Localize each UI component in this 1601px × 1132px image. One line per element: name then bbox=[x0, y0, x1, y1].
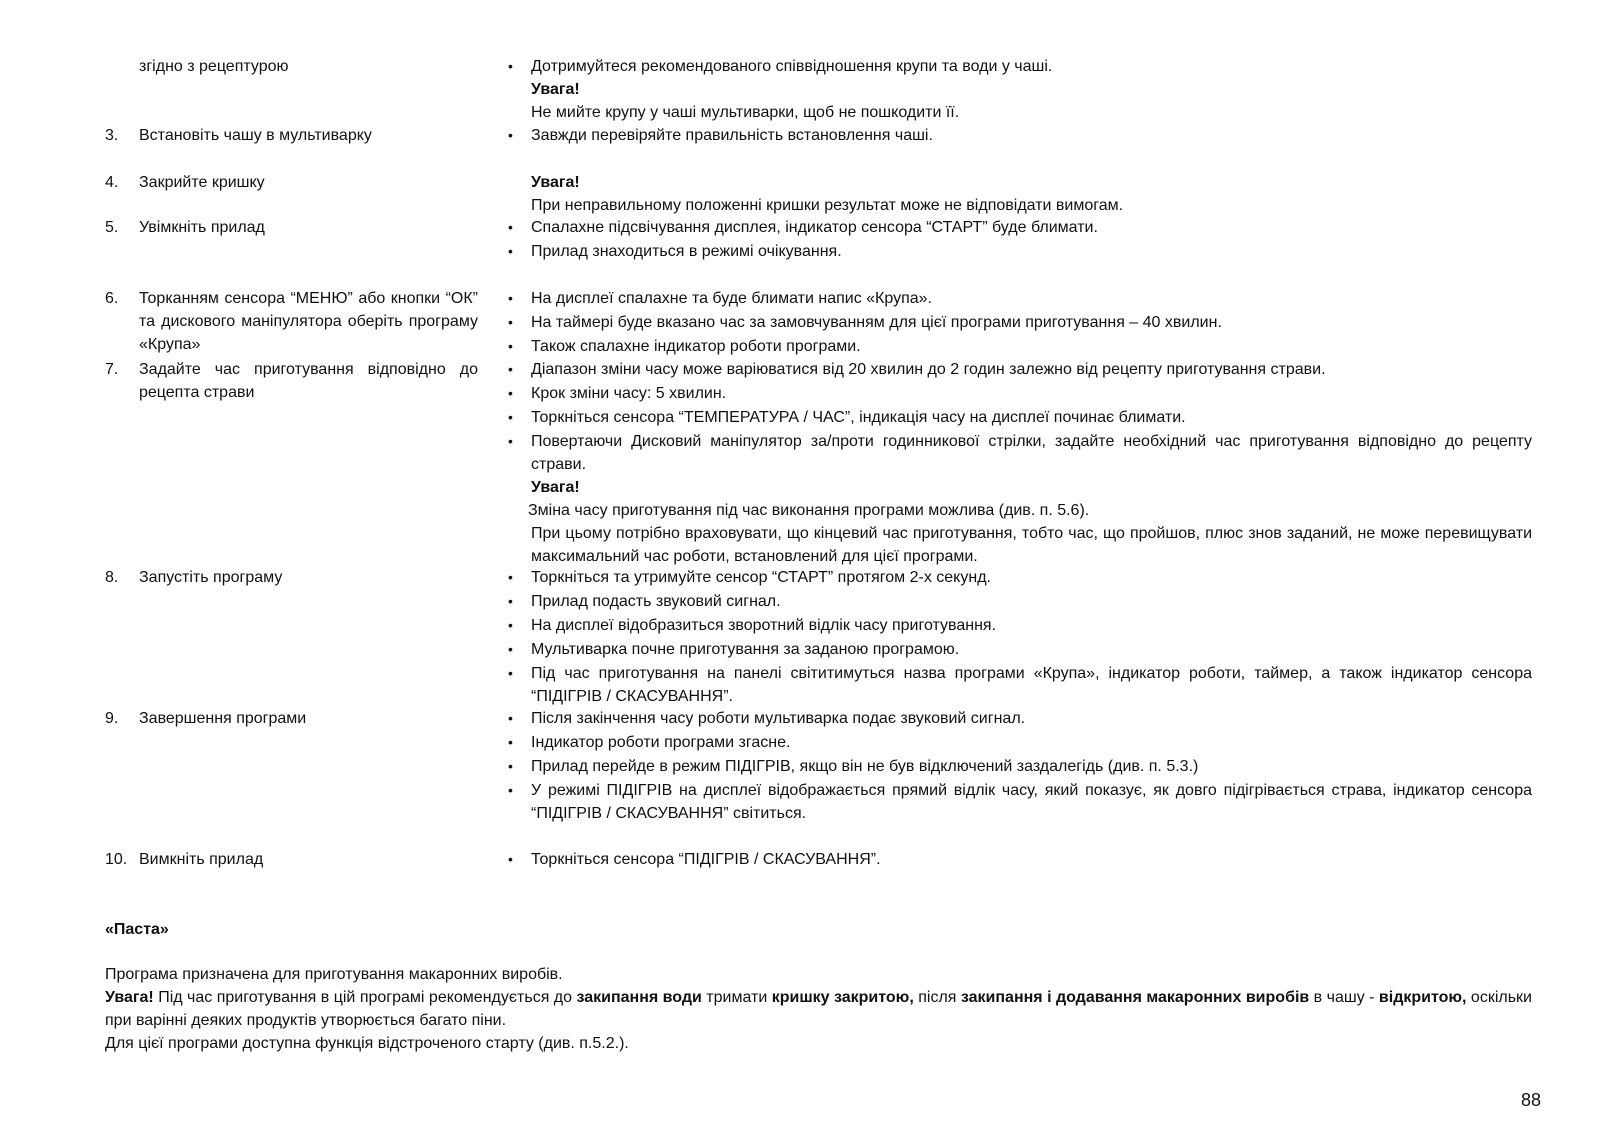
note-item: • Мультиварка почне приготування за заданою програмою. bbox=[508, 638, 1532, 661]
bullet-icon: • bbox=[508, 219, 513, 235]
note-item: • Торкніться сенсора “ТЕМПЕРАТУРА / ЧАС”, індикація часу на дисплеї починає блимати. bbox=[508, 406, 1532, 429]
note-item: • Крок зміни часу: 5 хвилин. bbox=[508, 382, 1532, 405]
step-9: 9. Завершення програми bbox=[105, 710, 307, 727]
note-item: • Спалахне підсвічування дисплея, індикатор сенсора “СТАРТ” буде блимати. bbox=[508, 216, 1532, 239]
bullet-icon: • bbox=[508, 617, 513, 633]
pasta-warning: Увага! Під час приготування в цій програмі рекомендується до закипання води тримати кришку закритою, після закипання і додавання макаронних виробів в чашу - відкритою, оскільки при варінні деяких продуктів утворюється багато піни. bbox=[105, 989, 1532, 1029]
step-8: 8. Запустіть програму bbox=[105, 569, 283, 586]
note-item: • У режимі ПІДІГРІВ на дисплеї відображається прямий відлік часу, який показує, як довго підігрівається страва, індикатор сенсора “ПІДІГРІВ / СКАСУВАННЯ” світиться. bbox=[508, 779, 1532, 825]
note-item: • На дисплеї відобразиться зворотний відлік часу приготування. bbox=[508, 614, 1532, 637]
note-item: • Прилад перейде в режим ПІДІГРІВ, якщо він не був відключений заздалегідь (див. п. 5.3.) bbox=[508, 755, 1532, 778]
page-number: 88 bbox=[1521, 1090, 1542, 1110]
bullet-icon: • bbox=[508, 58, 513, 74]
warning-block: Увага! Зміна часу приготування під час виконання програми можлива (див. п. 5.6). При цьому потрібно враховувати, що кінцевий час приготування, тобто час, що пройшов, плюс знов заданий, не може перевищувати максимальний час роботи, встановлений для цієї програми. bbox=[528, 479, 1532, 565]
warning-block: Увага! Не мийте крупу у чаші мультиварки, щоб не пошкодити її. bbox=[531, 81, 960, 121]
note-item: • Прилад знаходиться в режимі очікування. bbox=[508, 240, 1532, 263]
bullet-icon: • bbox=[508, 710, 513, 726]
bullet-icon: • bbox=[508, 782, 513, 798]
bullet-icon: • bbox=[508, 569, 513, 585]
note-item: • Діапазон зміни часу може варіюватися від 20 хвилин до 2 годин залежно від рецепту приготування страви. bbox=[508, 358, 1532, 381]
bullet-icon: • bbox=[508, 665, 513, 681]
section-title-pasta: «Паста» bbox=[105, 921, 169, 938]
bullet-icon: • bbox=[508, 338, 513, 354]
bullet-icon: • bbox=[508, 758, 513, 774]
note-item: • Торкніться та утримуйте сенсор “СТАРТ” протягом 2-х секунд. bbox=[508, 566, 1532, 589]
step-10: 10. Вимкніть прилад bbox=[105, 851, 264, 868]
pasta-delay-start: Для цієї програми доступна функція відстроченого старту (див. п.5.2.). bbox=[105, 1035, 629, 1052]
bullet-icon: • bbox=[508, 127, 513, 143]
note-item: • Також спалахне індикатор роботи програми. bbox=[508, 335, 1532, 358]
bullet-icon: • bbox=[508, 593, 513, 609]
bullet-icon: • bbox=[508, 243, 513, 259]
bullet-icon: • bbox=[508, 290, 513, 306]
bullet-icon: • bbox=[508, 433, 513, 449]
note-item: • Під час приготування на панелі світитимуться назва програми «Крупа», індикатор роботи, таймер, а також індикатор сенсора “ПІДІГРІВ / СКАСУВАННЯ”. bbox=[508, 662, 1532, 708]
step-7: 7. Задайте час приготування відповідно до рецепта страви bbox=[105, 361, 478, 401]
step-2-continuation: згідно з рецептурою bbox=[139, 58, 289, 75]
bullet-icon: • bbox=[508, 361, 513, 377]
bullet-icon: • bbox=[508, 385, 513, 401]
note-item: • Після закінчення часу роботи мультиварка подає звуковий сигнал. bbox=[508, 707, 1532, 730]
bullet-icon: • bbox=[508, 314, 513, 330]
pasta-intro: Програма призначена для приготування макаронних виробів. bbox=[105, 966, 563, 983]
note-item: • Завжди перевіряйте правильність встановлення чаші. bbox=[508, 124, 1532, 147]
note-item: • Торкніться сенсора “ПІДІГРІВ / СКАСУВАННЯ”. bbox=[508, 848, 1532, 871]
note-item: • Дотримуйтеся рекомендованого співвідношення крупи та води у чаші. bbox=[508, 55, 1532, 78]
step-4: 4. Закрийте кришку bbox=[105, 174, 265, 191]
step-5: 5. Увімкніть прилад bbox=[105, 219, 265, 236]
note-item: • Індикатор роботи програми згасне. bbox=[508, 731, 1532, 754]
bullet-icon: • bbox=[508, 641, 513, 657]
note-item: • На дисплеї спалахне та буде блимати напис «Крупа». bbox=[508, 287, 1532, 310]
note-item: • Повертаючи Дисковий маніпулятор за/проти годинникової стрілки, задайте необхідний час приготування відповідно до рецепту страви. bbox=[508, 430, 1532, 476]
bullet-icon: • bbox=[508, 851, 513, 867]
warning-block: Увага! При неправильному положенні кришки результат може не відповідати вимогам. bbox=[531, 174, 1124, 214]
bullet-icon: • bbox=[508, 734, 513, 750]
step-6: 6. Торканням сенсора “МЕНЮ” або кнопки “ОК” та дискового маніпулятора оберіть програму «Крупа» bbox=[105, 290, 478, 353]
step-3: 3. Встановіть чашу в мультиварку bbox=[105, 127, 372, 144]
note-item: • Прилад подасть звуковий сигнал. bbox=[508, 590, 1532, 613]
note-item: • На таймері буде вказано час за замовчуванням для цієї програми приготування – 40 хвилин. bbox=[508, 311, 1532, 334]
bullet-icon: • bbox=[508, 409, 513, 425]
